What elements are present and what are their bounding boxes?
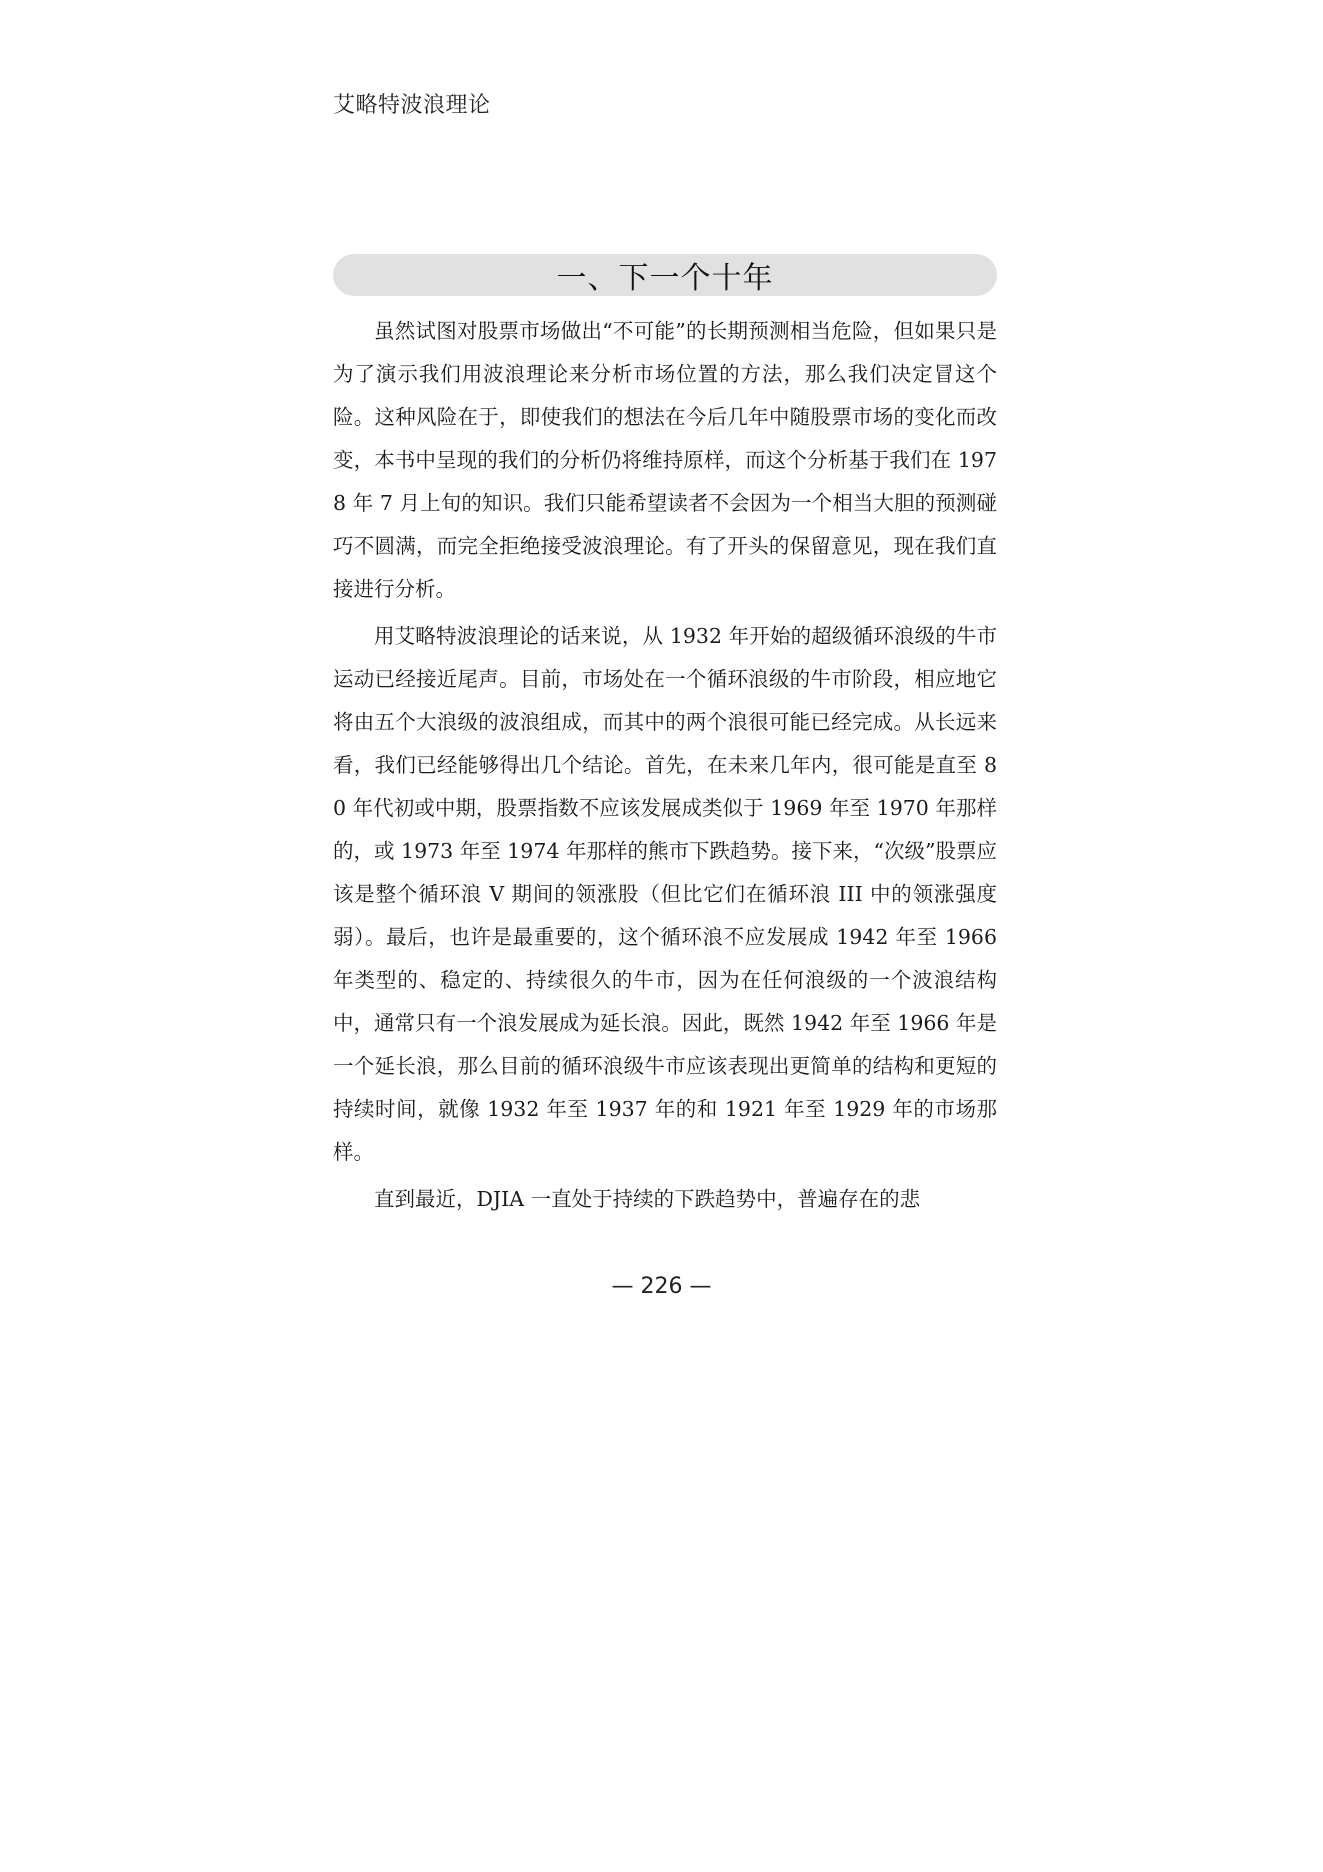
- body-text: [333, 310, 997, 1225]
- paragraph-3: 直到最近，DJIA 一直处于持续的下跌趋势中，普遍存在的悲: [374, 1187, 921, 1211]
- section-banner: [333, 254, 997, 296]
- paragraph-1: 虽然试图对股票市场做出“不可能”的长期预测相当危险，但如果只是为了演示我们用波浪理论来分析市场位置的方法，那么我们决定冒这个险。这种风险在于，即使我们的想法在今后几年中随股票市场的变化而改变，本书中呈现的我们的分析仍将维持原样，而这个分析基于我们在 1978 年 7 月上旬的知识。我们只能希望读者不会因为一个相当大胆的预测碰巧不圆满，而完全拒绝接受波浪理论。有了开头的保留意见，现在我们直接进行分析。: [333, 319, 997, 601]
- paragraph-2: 用艾略特波浪理论的话来说，从 1932 年开始的超级循环浪级的牛市运动已经接近尾声。目前，市场处在一个循环浪级的牛市阶段，相应地它将由五个大浪级的波浪组成，而其中的两个浪很可能已经完成。从长远来看，我们已经能够得出几个结论。首先，在未来几年内，很可能是直至 80 年代初或中期，股票指数不应该发展成类似于 1969 年至 1970 年那样的，或 1973 年至 1974 年那样的熊市下跌趋势。接下来，“次级”股票应该是整个循环浪 V 期间的领涨股（但比它们在循环浪 III 中的领涨强度弱）。最后，也许是最重要的，这个循环浪不应发展成 1942 年至 1966 年类型的、稳定的、持续很久的牛市，因为在任何浪级的一个波浪结构中，通常只有一个浪发展成为延长浪。因此，既然 1942 年至 1966 年是一个延长浪，那么目前的循环浪级牛市应该表现出更简单的结构和更短的持续时间，就像 1932 年至 1937 年的和 1921 年至 1929 年的市场那样。: [333, 624, 997, 1164]
- section-title: 一、下一个十年: [556, 261, 774, 296]
- page-number: — 226 —: [611, 1274, 712, 1299]
- running-header: 艾略特波浪理论: [333, 93, 491, 118]
